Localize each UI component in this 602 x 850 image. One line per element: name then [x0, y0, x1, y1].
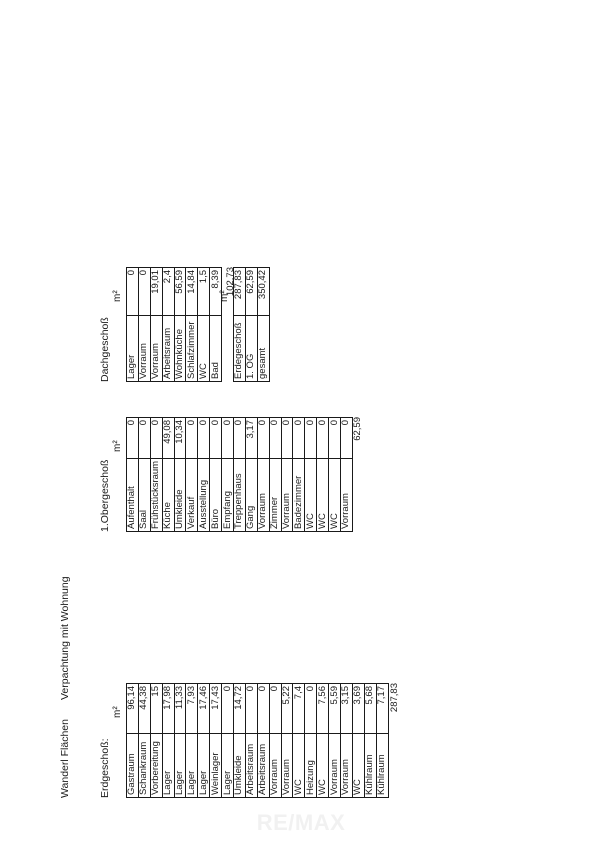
ground-floor-unit-label: m²: [112, 706, 123, 718]
area-value-cell: 62,59: [245, 268, 257, 316]
room-name-cell: Weinlager: [210, 734, 222, 798]
room-name-cell: Erdegeschoß: [234, 316, 246, 382]
first-floor-total: 62,59: [352, 417, 363, 441]
area-value-cell: 15: [150, 684, 162, 734]
table-row: [138, 418, 150, 532]
area-value-cell: 3,69: [352, 684, 364, 734]
area-value-cell: 5,22: [281, 684, 293, 734]
room-name-cell: Vorraum: [341, 458, 353, 531]
document-subtitle: Verpachtung mit Wohnung: [59, 576, 71, 700]
room-name-cell: WC: [329, 458, 341, 531]
table-row: [150, 418, 162, 532]
area-value-cell: 56,59: [174, 268, 186, 316]
table-row: [329, 684, 341, 798]
area-value-cell: 11,33: [174, 684, 186, 734]
room-name-cell: Arbeitsraum: [162, 316, 174, 382]
area-value-cell: 0: [234, 418, 246, 459]
room-name-cell: Verkauf: [186, 458, 198, 531]
table-row: [293, 418, 305, 532]
table-row: [269, 418, 281, 532]
room-name-cell: WC: [352, 734, 364, 798]
area-value-cell: 7,17: [376, 684, 388, 734]
area-value-cell: 0: [210, 418, 222, 459]
table-row: [341, 684, 353, 798]
table-row: [269, 684, 281, 798]
table-row: [257, 684, 269, 798]
room-name-cell: Kühlraum: [364, 734, 376, 798]
area-value-cell: 0: [138, 268, 150, 316]
room-name-cell: Lager: [222, 734, 234, 798]
area-value-cell: 5,59: [329, 684, 341, 734]
room-name-cell: Ausstellung: [198, 458, 210, 531]
room-name-cell: Lager: [186, 734, 198, 798]
room-name-cell: Frühstücksraum: [150, 458, 162, 531]
table-row: [186, 684, 198, 798]
table-row: [150, 268, 162, 382]
attic-heading: Dachgeschoß: [99, 317, 111, 382]
area-value-cell: 0: [329, 418, 341, 459]
table-row: [234, 418, 246, 532]
room-name-cell: Umkleide: [234, 734, 246, 798]
table-row: [150, 684, 162, 798]
room-name-cell: Lager: [174, 734, 186, 798]
area-value-cell: 7,56: [317, 684, 329, 734]
table-row: [127, 418, 139, 532]
table-row: [127, 268, 139, 382]
room-name-cell: Zimmer: [269, 458, 281, 531]
first-floor-heading: 1.Obergeschoß: [99, 459, 111, 532]
table-row: [162, 418, 174, 532]
table-row: [341, 418, 353, 532]
area-value-cell: 14,72: [234, 684, 246, 734]
area-value-cell: 0: [305, 418, 317, 459]
table-row: [317, 418, 329, 532]
table-row: [293, 684, 305, 798]
room-name-cell: Küche: [162, 458, 174, 531]
area-value-cell: 0: [257, 418, 269, 459]
room-name-cell: Saal: [138, 458, 150, 531]
area-value-cell: 0: [269, 418, 281, 459]
area-value-cell: 0: [138, 418, 150, 459]
summary-table: [233, 267, 270, 382]
area-value-cell: 287,83: [234, 268, 246, 316]
area-value-cell: 8,39: [210, 268, 222, 316]
table-row: [329, 418, 341, 532]
room-name-cell: Vorraum: [329, 734, 341, 798]
table-row: [305, 684, 317, 798]
area-value-cell: 17,98: [162, 684, 174, 734]
table-row: [364, 684, 376, 798]
table-row: [257, 418, 269, 532]
table-row: [138, 684, 150, 798]
document-title: Wanderl Flächen: [59, 719, 71, 798]
area-value-cell: 0: [150, 418, 162, 459]
room-name-cell: Vorraum: [257, 458, 269, 531]
area-value-cell: 7,4: [293, 684, 305, 734]
table-row: [245, 268, 257, 382]
summary-unit-label: m²: [219, 290, 230, 302]
table-row: [162, 268, 174, 382]
area-value-cell: 0: [198, 418, 210, 459]
table-row: [127, 684, 139, 798]
area-value-cell: 0: [281, 418, 293, 459]
table-row: [210, 684, 222, 798]
area-value-cell: 19,01: [150, 268, 162, 316]
area-value-cell: 0: [305, 684, 317, 734]
attic-table: [126, 267, 222, 382]
room-name-cell: Lager: [198, 734, 210, 798]
room-name-cell: Büro: [210, 458, 222, 531]
room-name-cell: Kühlraum: [376, 734, 388, 798]
area-value-cell: 49,08: [162, 418, 174, 459]
room-name-cell: Treppenhaus: [234, 458, 246, 531]
area-value-cell: 17,43: [210, 684, 222, 734]
room-name-cell: WC: [305, 458, 317, 531]
table-row: [210, 268, 222, 382]
area-value-cell: 0: [293, 418, 305, 459]
remax-watermark-logo: RE/MAX: [256, 810, 346, 835]
room-name-cell: gesamt: [257, 316, 269, 382]
attic-unit-label: m²: [112, 290, 123, 302]
area-value-cell: 0: [222, 684, 234, 734]
area-value-cell: 0: [222, 418, 234, 459]
table-row: [222, 684, 234, 798]
attic-total: 102,73: [225, 267, 236, 297]
room-name-cell: Vorraum: [281, 458, 293, 531]
table-row: [138, 268, 150, 382]
area-value-cell: 1,5: [198, 268, 210, 316]
area-value-cell: 17,46: [198, 684, 210, 734]
room-name-cell: Vorraum: [341, 734, 353, 798]
table-row: [352, 684, 364, 798]
room-name-cell: Vorraum: [269, 734, 281, 798]
table-row: [198, 418, 210, 532]
ground-floor-total: 287,83: [389, 683, 400, 713]
area-value-cell: 96,14: [127, 684, 139, 734]
room-name-cell: Vorbereitung: [150, 734, 162, 798]
area-value-cell: 5,68: [364, 684, 376, 734]
room-name-cell: Schlafzimmer: [186, 316, 198, 382]
area-value-cell: 350,42: [257, 268, 269, 316]
room-name-cell: Arbeitsraum: [245, 734, 257, 798]
area-value-cell: 7,93: [186, 684, 198, 734]
area-value-cell: 0: [317, 418, 329, 459]
table-row: [317, 684, 329, 798]
first-floor-table: [126, 417, 353, 532]
room-name-cell: Arbeitsraum: [257, 734, 269, 798]
table-row: [245, 418, 257, 532]
table-row: [174, 684, 186, 798]
room-name-cell: WC: [317, 458, 329, 531]
table-row: [234, 268, 246, 382]
area-value-cell: 0: [257, 684, 269, 734]
table-row: [198, 684, 210, 798]
area-value-cell: 0: [245, 684, 257, 734]
first-floor-unit-label: m²: [112, 440, 123, 452]
table-row: [376, 684, 388, 798]
area-value-cell: 0: [186, 418, 198, 459]
table-row: [234, 684, 246, 798]
table-row: [198, 268, 210, 382]
room-name-cell: Aufenthalt: [127, 458, 139, 531]
table-row: [162, 684, 174, 798]
room-name-cell: WC: [317, 734, 329, 798]
area-value-cell: 3,17: [245, 418, 257, 459]
table-row: [257, 268, 269, 382]
table-row: [281, 684, 293, 798]
table-row: [186, 268, 198, 382]
table-row: [305, 418, 317, 532]
table-row: [222, 418, 234, 532]
table-row: [210, 418, 222, 532]
ground-floor-table: [126, 683, 389, 798]
area-value-cell: 0: [341, 418, 353, 459]
room-name-cell: Lager: [162, 734, 174, 798]
area-value-cell: 10,34: [174, 418, 186, 459]
area-value-cell: 2,4: [162, 268, 174, 316]
table-row: [186, 418, 198, 532]
room-name-cell: Gang: [245, 458, 257, 531]
room-name-cell: Schankraum: [138, 734, 150, 798]
room-name-cell: WC: [198, 316, 210, 382]
area-value-cell: 0: [269, 684, 281, 734]
area-value-cell: 3,15: [341, 684, 353, 734]
room-name-cell: Heizung: [305, 734, 317, 798]
area-value-cell: 0: [127, 268, 139, 316]
room-name-cell: Umkleide: [174, 458, 186, 531]
room-name-cell: Badezimmer: [293, 458, 305, 531]
room-name-cell: WC: [293, 734, 305, 798]
room-name-cell: Lager: [127, 316, 139, 382]
room-name-cell: Vorraum: [138, 316, 150, 382]
room-name-cell: 1. OG: [245, 316, 257, 382]
area-value-cell: 14,84: [186, 268, 198, 316]
room-name-cell: Vorraum: [281, 734, 293, 798]
ground-floor-heading: Erdgeschoß:: [99, 738, 111, 798]
room-name-cell: Gastraum: [127, 734, 139, 798]
area-value-cell: 0: [127, 418, 139, 459]
table-row: [281, 418, 293, 532]
room-name-cell: Empfang: [222, 458, 234, 531]
table-row: [174, 268, 186, 382]
area-value-cell: 44,38: [138, 684, 150, 734]
table-row: [245, 684, 257, 798]
table-row: [174, 418, 186, 532]
room-name-cell: Bad: [210, 316, 222, 382]
room-name-cell: Vorraum: [150, 316, 162, 382]
room-name-cell: Wohnküche: [174, 316, 186, 382]
